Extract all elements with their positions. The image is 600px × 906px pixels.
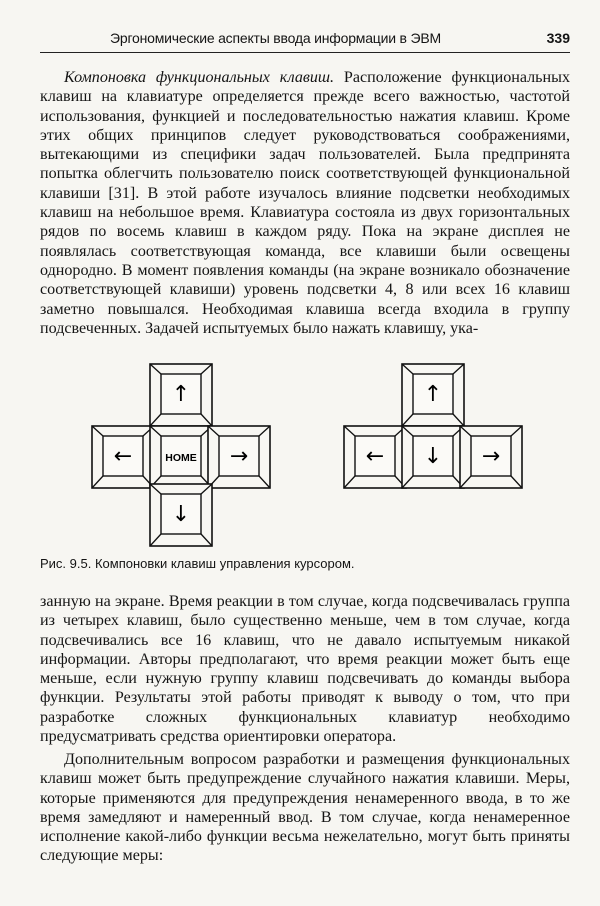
layout-cross-with-home [92, 364, 270, 546]
figure-cursor-keys [0, 360, 600, 550]
paragraph-continuation: занную на экране. Время реакции в том случае, когда подсвечивалась группа из четырех клавиш, было существенно меньше, чем в том случае, когда подсвечивались все 16 клавиш, что не давало испытуемым никакой информации. Авторы предполагают, что время реакции может быть еще меньше, если нужную группу клавиш подсвечивать до команды выбора функции. Результаты этой работы приводят к выводу о том, что при разработке сложных функциональных клавиатур необходимо предусматривать средства ориентировки оператора. [40, 593, 570, 746]
arrow-right-icon: → [481, 444, 501, 469]
arrow-left-icon: ← [113, 444, 133, 469]
paragraph-lead-heading: Компоновка функциональных клавиш. [64, 69, 335, 86]
paragraph-function-keys [40, 68, 570, 338]
arrow-up-icon: ↑ [423, 382, 443, 407]
page-number: 339 [546, 30, 570, 46]
key-left [92, 426, 154, 488]
cursor-key-layouts-drawing [0, 360, 600, 550]
arrow-left-icon: ← [365, 444, 385, 469]
key-right [208, 426, 270, 488]
key-down [150, 484, 212, 546]
home-key-label: HOME [165, 452, 197, 464]
arrow-down-icon: ↓ [171, 502, 191, 527]
key-up [402, 364, 464, 426]
arrow-right-icon: → [229, 444, 249, 469]
layout-inverted-t [344, 364, 522, 488]
running-title: Эргономические аспекты ввода информации в ЭВМ [110, 30, 441, 46]
key-home [150, 426, 212, 488]
key-down [402, 426, 464, 488]
key-right [460, 426, 522, 488]
arrow-down-icon: ↓ [423, 444, 443, 469]
running-header [40, 22, 570, 53]
paragraph-accidental-press: Дополнительным вопросом разработки и размещения функциональных клавиш может быть предупреждение случайного нажатия клавиши. Меры, которые применяются для предупреждения ненамеренного ввода, в то же время замедляют и намеренный ввод. В том случае, когда ненамеренное исполнение какой-либо функции весьма нежелательно, могут быть приняты следующие меры: [40, 751, 570, 865]
key-up [150, 364, 212, 426]
paragraph-body: Расположение функциональных клавиш на клавиатуре определяется прежде всего важностью, частотой использования, функцией и последовательностью нажатия клавиш. Кроме этих общих принципов следует руководствоваться соображениями, вытекающими из специфики задач пользователей. Была предпринята попытка облегчить пользователю поиск соответствующей функциональной клавиши [31]. В этой работе изучалось влияние подсветки необходимых клавиш на небольшое время. Клавиатура состояла из двух горизонтальных рядов по восемь клавиш в каждом ряду. Пока на экране дисплея не появлялась соответствующая команда, все клавиши были освещены однородно. В момент появления команды (на экране возникало обозначение соответствующей клавиши) уровень подсветки 4, 8 или всех 16 клавиш заметно повышался. Необходимая клавиша всегда входила в группу подсвеченных. Задачей испытуемых было нажать клавишу, ука- [40, 69, 570, 337]
figure-caption: Рис. 9.5. Компоновки клавиш управления курсором. [40, 556, 355, 571]
arrow-up-icon: ↑ [171, 382, 191, 407]
key-left [344, 426, 406, 488]
